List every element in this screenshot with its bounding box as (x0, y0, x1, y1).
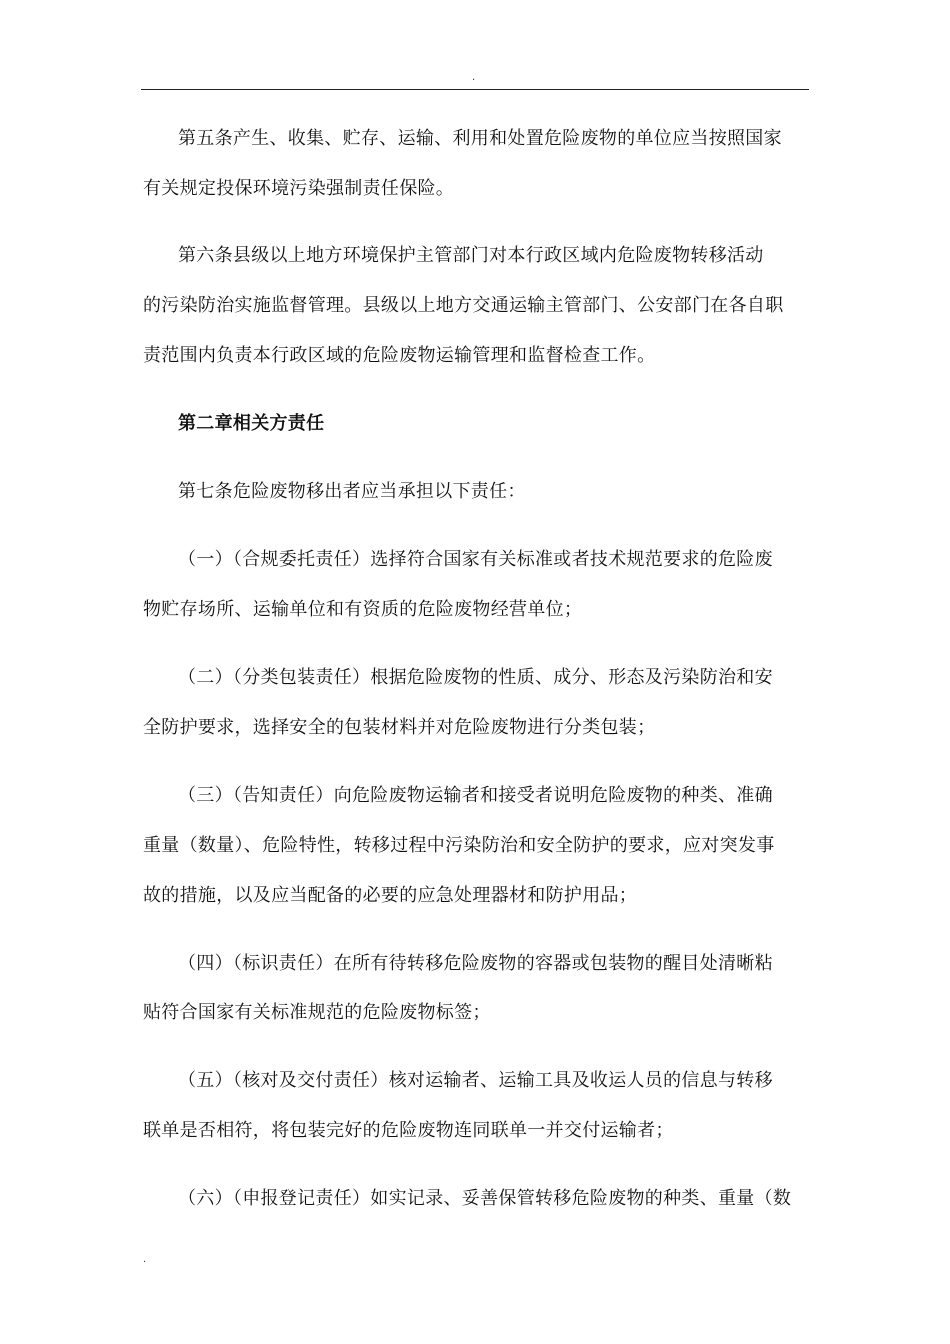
item-6-line-1: （六）（申报登记责任）如实记录、妥善保管转移危险废物的种类、重量（数 (178, 1188, 792, 1209)
item-2-line-1: （二）（分类包装责任）根据危险废物的性质、成分、形态及污染防治和安 (178, 667, 773, 688)
item-3-line-3: 故的措施，以及应当配备的必要的应急处理器材和防护用品； (143, 885, 638, 906)
item-5-line-1: （五）（核对及交付责任）核对运输者、运输工具及收运人员的信息与转移 (178, 1070, 773, 1091)
header-rule (141, 89, 809, 90)
item-1-line-2: 物贮存场所、运输单位和有资质的危险废物经营单位； (143, 599, 583, 620)
article-5-line-1: 第五条产生、收集、贮存、运输、利用和处置危险废物的单位应当按照国家 (178, 128, 782, 149)
article-7-intro: 第七条危险废物移出者应当承担以下责任： (178, 481, 526, 502)
chapter-heading: 第二章相关方责任 (178, 413, 325, 434)
item-3-line-1: （三）（告知责任）向危险废物运输者和接受者说明危险废物的种类、准确 (178, 785, 773, 806)
header-mark: . (472, 72, 476, 83)
item-4-line-1: （四）（标识责任）在所有待转移危险废物的容器或包装物的醒目处清晰粘 (178, 953, 773, 974)
footer-mark: . (143, 1254, 147, 1265)
item-5-line-2: 联单是否相符，将包装完好的危险废物连同联单一并交付运输者； (143, 1120, 674, 1141)
item-2-line-2: 全防护要求，选择安全的包装材料并对危险废物进行分类包装； (143, 717, 656, 738)
item-3-line-2: 重量（数量）、危险特性，转移过程中污染防治和安全防护的要求，应对突发事 (143, 835, 775, 856)
article-6-line-2: 的污染防治实施监督管理。县级以上地方交通运输主管部门、公安部门在各自职 (143, 295, 784, 316)
item-4-line-2: 贴符合国家有关标准规范的危险废物标签； (143, 1002, 491, 1023)
item-1-line-1: （一）（合规委托责任）选择符合国家有关标准或者技术规范要求的危险废 (178, 549, 773, 570)
article-5-line-2: 有关规定投保环境污染强制责任保险。 (143, 178, 455, 199)
article-6-line-3: 责范围内负责本行政区域的危险废物运输管理和监督检查工作。 (143, 345, 656, 366)
article-6-line-1: 第六条县级以上地方环境保护主管部门对本行政区域内危险废物转移活动 (178, 245, 764, 266)
